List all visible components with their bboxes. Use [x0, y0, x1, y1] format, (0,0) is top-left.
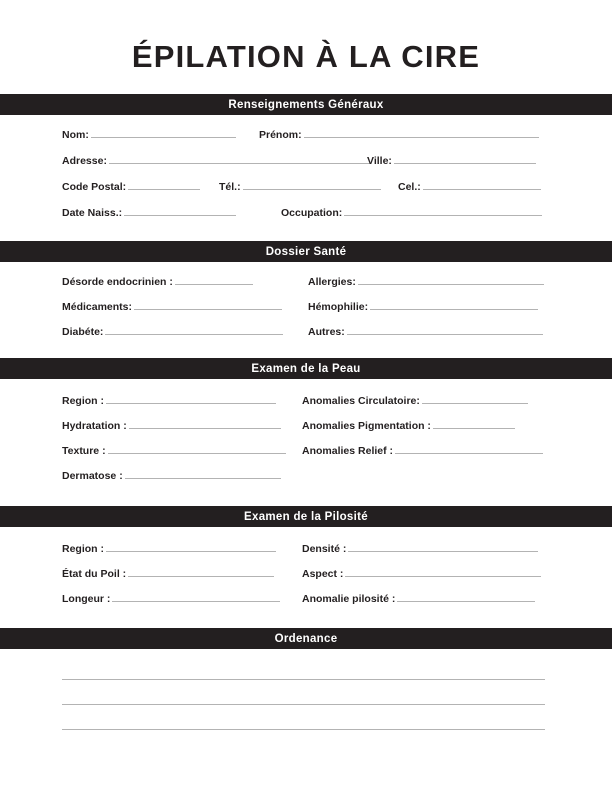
field-label-date-naissance: Date Naiss.: [62, 207, 123, 219]
field-input-occupation[interactable] [344, 204, 542, 216]
field-label-anomalie-pilosite: Anomalie pilosité : [302, 593, 396, 605]
field-label-cellulaire: Cel.: [398, 181, 421, 193]
field-label-anomalies-circulatoire: Anomalies Circulatoire: [302, 395, 420, 407]
field-input-anomalies-circulatoire[interactable] [422, 392, 528, 404]
field-etat-du-poil[interactable] [62, 565, 274, 580]
field-date-naissance[interactable] [62, 204, 236, 219]
field-label-aspect: Aspect : [302, 568, 344, 580]
field-label-code-postal: Code Postal: [62, 181, 127, 193]
field-input-hydratation[interactable] [129, 417, 281, 429]
field-label-prenom: Prénom: [259, 129, 302, 141]
field-input-diabete[interactable] [105, 323, 283, 335]
field-hydratation[interactable] [62, 417, 281, 432]
field-label-texture: Texture : [62, 445, 106, 457]
field-texture[interactable] [62, 442, 286, 457]
field-peau-region[interactable] [62, 392, 276, 407]
field-input-autres[interactable] [347, 323, 543, 335]
field-input-densite[interactable] [348, 540, 538, 552]
field-input-etat-du-poil[interactable] [128, 565, 274, 577]
field-input-medicaments[interactable] [134, 298, 282, 310]
field-label-diabete: Diabéte: [62, 326, 104, 338]
field-input-pilosite-region[interactable] [106, 540, 276, 552]
section-heading-label: Examen de la Peau [251, 362, 361, 375]
field-input-dermatose[interactable] [125, 467, 281, 479]
field-hemophilie[interactable] [308, 298, 538, 313]
field-label-etat-du-poil: État du Poil : [62, 568, 127, 580]
field-input-aspect[interactable] [345, 565, 541, 577]
field-input-cellulaire[interactable] [423, 178, 541, 190]
field-nom[interactable] [62, 126, 236, 141]
field-input-nom[interactable] [91, 126, 236, 138]
field-telephone[interactable] [219, 178, 381, 193]
field-autres[interactable] [308, 323, 543, 338]
field-input-adresse[interactable] [109, 152, 371, 164]
section-header-dossier-sante [0, 241, 612, 262]
page-title: ÉPILATION À LA CIRE [131, 39, 481, 74]
section-header-renseignements-generaux [0, 94, 612, 115]
field-label-dermatose: Dermatose : [62, 470, 123, 482]
field-desorde-endocrinien[interactable] [62, 273, 253, 288]
field-label-desorde-endocrinien: Désorde endocrinien : [62, 276, 173, 288]
field-input-allergies[interactable] [358, 273, 544, 285]
field-anomalies-circulatoire[interactable] [302, 392, 528, 407]
field-dermatose[interactable] [62, 467, 281, 482]
field-label-medicaments: Médicaments: [62, 301, 133, 313]
field-input-peau-region[interactable] [106, 392, 276, 404]
section-header-examen-de-la-pilosite [0, 506, 612, 527]
field-input-code-postal[interactable] [128, 178, 200, 190]
field-label-pilosite-region: Region : [62, 543, 104, 555]
field-label-hydratation: Hydratation : [62, 420, 127, 432]
field-anomalie-pilosite[interactable] [302, 590, 535, 605]
field-label-peau-region: Region : [62, 395, 104, 407]
ordenance-blank-line[interactable] [62, 704, 545, 705]
field-input-anomalies-relief[interactable] [395, 442, 543, 454]
field-aspect[interactable] [302, 565, 541, 580]
field-input-prenom[interactable] [304, 126, 539, 138]
field-label-autres: Autres: [308, 326, 345, 338]
field-densite[interactable] [302, 540, 538, 555]
field-label-anomalies-relief: Anomalies Relief : [302, 445, 394, 457]
field-label-ville: Ville: [367, 155, 392, 167]
field-label-hemophilie: Hémophilie: [308, 301, 369, 313]
field-adresse[interactable] [62, 152, 371, 167]
field-input-ville[interactable] [394, 152, 536, 164]
field-input-date-naissance[interactable] [124, 204, 236, 216]
section-heading-label: Examen de la Pilosité [244, 510, 368, 523]
field-input-desorde-endocrinien[interactable] [175, 273, 253, 285]
field-anomalies-pigmentation[interactable] [302, 417, 515, 432]
field-longeur[interactable] [62, 590, 280, 605]
section-header-examen-de-la-peau [0, 358, 612, 379]
field-label-anomalies-pigmentation: Anomalies Pigmentation : [302, 420, 431, 432]
field-input-hemophilie[interactable] [370, 298, 538, 310]
field-input-texture[interactable] [108, 442, 286, 454]
section-heading-label: Dossier Santé [265, 245, 347, 258]
ordenance-blank-line[interactable] [62, 729, 545, 730]
section-header-ordenance [0, 628, 612, 649]
ordenance-blank-line[interactable] [62, 679, 545, 680]
field-input-anomalies-pigmentation[interactable] [433, 417, 515, 429]
field-label-nom: Nom: [62, 129, 89, 141]
field-input-anomalie-pilosite[interactable] [397, 590, 535, 602]
field-input-longeur[interactable] [112, 590, 280, 602]
section-heading-label: Renseignements Généraux [228, 98, 384, 111]
field-cellulaire[interactable] [398, 178, 541, 193]
field-label-densite: Densité : [302, 543, 347, 555]
field-code-postal[interactable] [62, 178, 200, 193]
field-label-longeur: Longeur : [62, 593, 111, 605]
field-diabete[interactable] [62, 323, 283, 338]
field-label-allergies: Allergies: [308, 276, 356, 288]
field-prenom[interactable] [259, 126, 539, 141]
section-heading-label: Ordenance [274, 632, 338, 645]
field-label-adresse: Adresse: [62, 155, 107, 167]
field-anomalies-relief[interactable] [302, 442, 543, 457]
field-medicaments[interactable] [62, 298, 282, 313]
field-label-occupation: Occupation: [281, 207, 343, 219]
field-input-telephone[interactable] [243, 178, 381, 190]
field-label-telephone: Tél.: [219, 181, 241, 193]
field-allergies[interactable] [308, 273, 544, 288]
field-ville[interactable] [367, 152, 536, 167]
field-pilosite-region[interactable] [62, 540, 276, 555]
field-occupation[interactable] [281, 204, 542, 219]
